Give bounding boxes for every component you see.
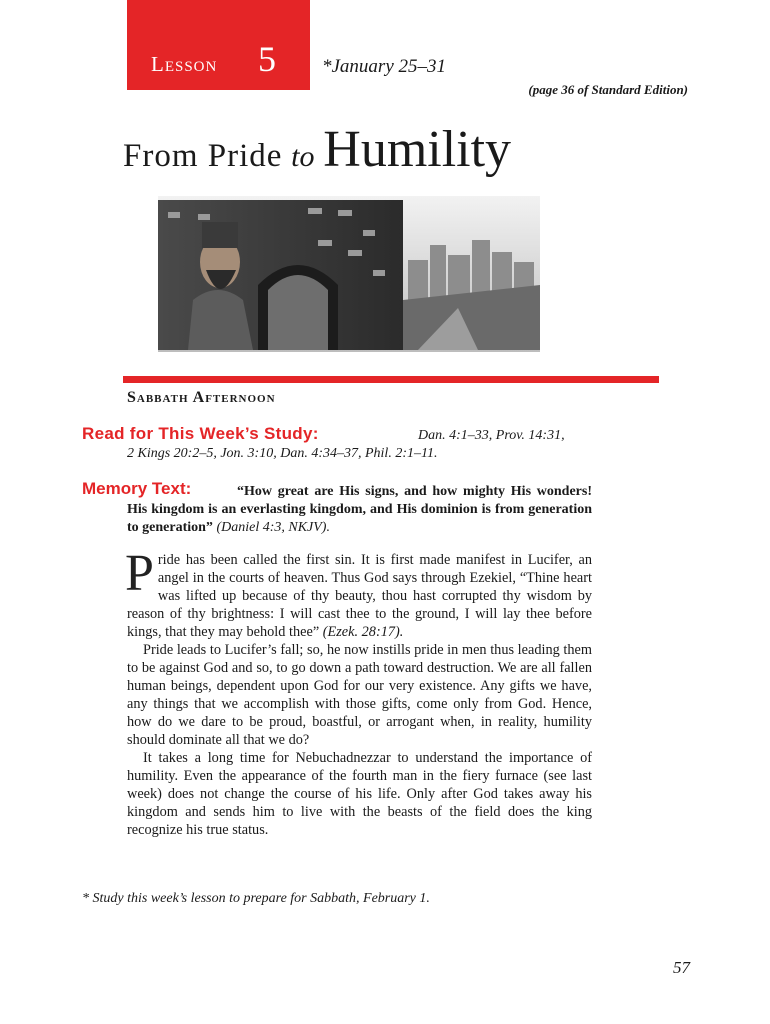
drop-cap: P — [125, 545, 154, 602]
lesson-body — [125, 545, 592, 839]
lesson-title — [123, 120, 511, 179]
read-references-line-2: 2 Kings 20:2–5, Jon. 3:10, Dan. 4:34–37, Phil. 2:1–11. — [127, 446, 438, 461]
read-references-line-1: Dan. 4:1–33, Prov. 14:31, — [418, 428, 565, 443]
section-divider — [123, 376, 659, 383]
paragraph-1-citation: (Ezek. 28:17). — [322, 624, 404, 640]
lesson-label: Lesson — [151, 52, 218, 76]
lesson-number: 5 — [258, 39, 276, 79]
memory-text-label: Memory Text: — [82, 479, 192, 498]
section-heading: Sabbath Afternoon — [127, 389, 276, 406]
edition-note: (page 36 of Standard Edition) — [528, 82, 688, 97]
page-number: 57 — [673, 958, 690, 977]
memory-verse: “How great are His signs, and how mighty His wonders! His kingdom is an everlasting kingdom, and His dominion is from generation to generation” — [127, 484, 592, 535]
title-part-1: From Pride — [123, 138, 283, 174]
paragraph-2: Pride leads to Lucifer’s fall; so, he now instills pride in men thus leading them to be against God and so, to go down a path toward destruction. We are all fallen human beings, dependent upon God for our very existence. Any gifts we have, any things that we accomplish with those gifts, come only from God. Hence, how do we dare to be proud, boastful, or arrogant when, in reality, humility should dominate all that we do? — [127, 642, 592, 748]
paragraph-1 — [125, 545, 592, 641]
title-part-2: to — [291, 140, 315, 173]
banner-illustration — [158, 190, 540, 358]
paragraph-3: It takes a long time for Nebuchadnezzar to understand the importance of humility. Even the appearance of the fourth man in the fiery furnace (see last week) does not change the course of his life. Only after God takes away his kingdom and sends him to live with the beasts of the field does the king recognize his true status. — [127, 750, 592, 838]
lesson-dates: *January 25–31 — [322, 56, 447, 77]
title-part-3: Humility — [323, 121, 512, 178]
memory-text — [127, 483, 592, 537]
paragraph-1-text: ride has been called the first sin. It is first made manifest in Lucifer, an angel in the courts of heaven. Thus God says through Ezekiel, “Thine heart was lifted up because of thy beauty, thou hast corrupted thy wisdom by reason of thy brightness: I will cast thee to the ground, I will lay thee before kings, that they may behold thee” — [127, 552, 592, 640]
footnote: * Study this week’s lesson to prepare for Sabbath, February 1. — [82, 891, 430, 906]
read-label: Read for This Week’s Study: — [82, 424, 319, 443]
memory-citation: (Daniel 4:3, NKJV). — [216, 520, 330, 535]
